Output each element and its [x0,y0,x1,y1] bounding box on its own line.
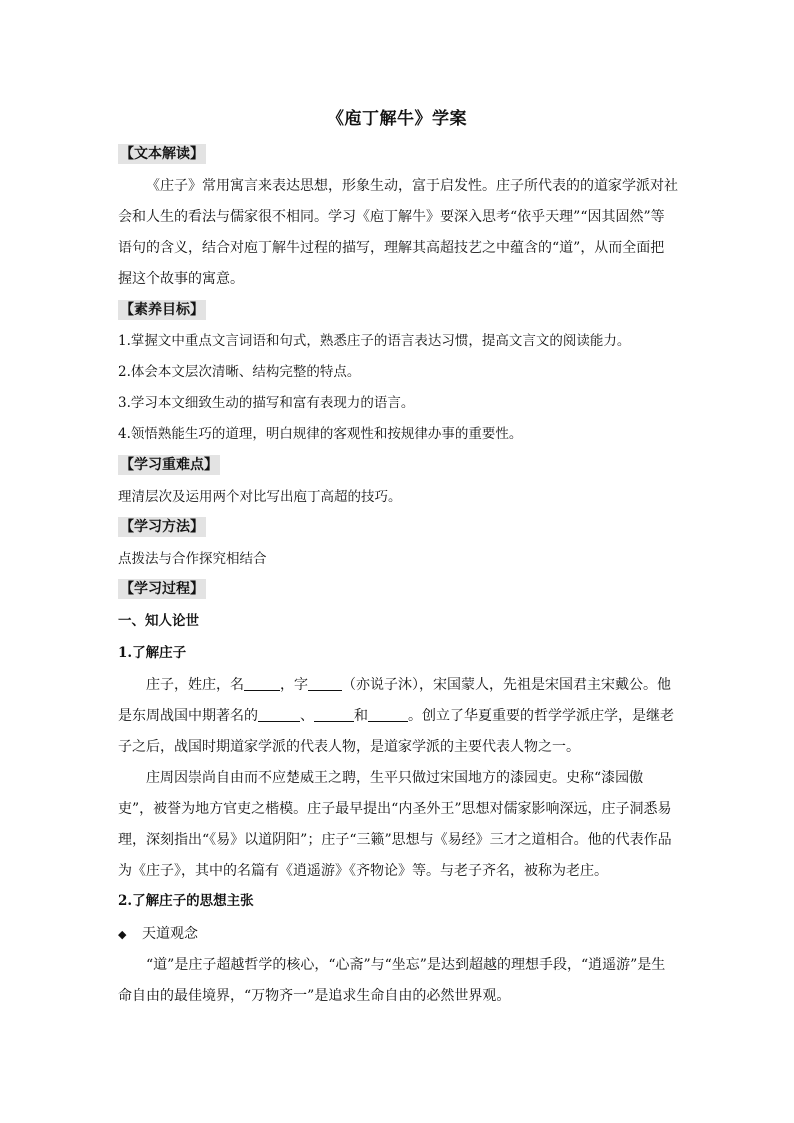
intro-text-a: 庄子，姓庄，名 [146,677,244,693]
goal-item-2: 2.体会本文层次清晰、结构完整的特点。 [118,364,361,380]
intro-text-d: 、 [300,708,314,724]
key-points-text: 理清层次及运用两个对比写出庖丁高超的技巧。 [118,489,402,505]
intro-text-c: （亦说子沐），宋国蒙人，先祖是宋国君主宋戴公。他是东周战国中期著名的 [118,677,671,724]
bullet-heaven-way [118,923,198,943]
heading-key-points: 【学习重难点】 [120,457,218,473]
fill-blank-identity-2[interactable] [314,707,354,722]
fill-blank-courtesy-name[interactable] [308,676,342,691]
sub-1-title: 1.了解庄子 [118,645,187,661]
fill-blank-identity-1[interactable] [258,707,300,722]
heading-text-reading: 【文本解读】 [120,146,204,162]
heading-literacy-goals: 【素养目标】 [120,302,204,318]
methods-text: 点拨法与合作探究相结合 [118,551,267,567]
text-reading-paragraph: 《庄子》常用寓言来表达思想，形象生动，富于启发性。庄子所代表的的道家学派对社会和人生的看法与儒家很不相同。学习《庖丁解牛》要深入思考“依乎天理”“因其固然”等语句的含义，结合对庖丁解牛过程的描写，理解其高超技艺之中蕴含的“道”，从而全面把握这个故事的寓意。 [118,178,678,287]
goal-item-3: 3.学习本文细致生动的描写和富有表现力的语言。 [118,395,415,411]
zhuangzi-intro-paragraph [118,670,678,763]
goal-item-1: 1.掌握文中重点文言词语和句式，熟悉庄子的语言表达习惯，提高文言文的阅读能力。 [118,333,631,349]
intro-text-b: ，字 [280,677,308,693]
heaven-way-paragraph: “道”是庄子超越哲学的核心，“心斋”与“坐忘”是达到超越的理想手段，“逍遥游”是生命自由的最佳境界，“万物齐一”是追求生命自由的必然世界观。 [118,957,666,1004]
intro-text-f: 。创立了华夏重要的哲学学派庄学，是继老子之后，战国时期道家学派的代表人物，是道家学派的主要代表人物之一。 [118,708,674,755]
heading-process: 【学习过程】 [120,581,204,597]
goal-item-4: 4.领悟熟能生巧的道理，明白规律的客观性和按规律办事的重要性。 [118,426,523,442]
fill-blank-identity-3[interactable] [368,707,408,722]
zhuangzi-bio-paragraph: 庄周因崇尚自由而不应楚威王之聘，生平只做过宋国地方的漆园吏。史称“漆园傲吏”，被誉为地方官吏之楷模。庄子最早提出“内圣外王”思想对儒家影响深远，庄子洞悉易理，深刻指出“《易》以道阴阳”；庄子“三籁”思想与《易经》三才之道相合。他的代表作品为《庄子》，其中的名篇有《逍遥游》《齐物论》等。与老子齐名，被称为老庄。 [118,770,672,879]
diamond-bullet-icon: ◆ [118,928,127,941]
document-title: 《庖丁解牛》学案 [327,109,467,129]
part-1-title: 一、知人论世 [118,613,199,629]
fill-blank-name[interactable] [244,676,280,691]
bullet-label: 天道观念 [142,926,198,942]
heading-methods: 【学习方法】 [120,519,204,535]
intro-text-e: 和 [354,708,368,724]
sub-2-title: 2.了解庄子的思想主张 [118,893,254,909]
